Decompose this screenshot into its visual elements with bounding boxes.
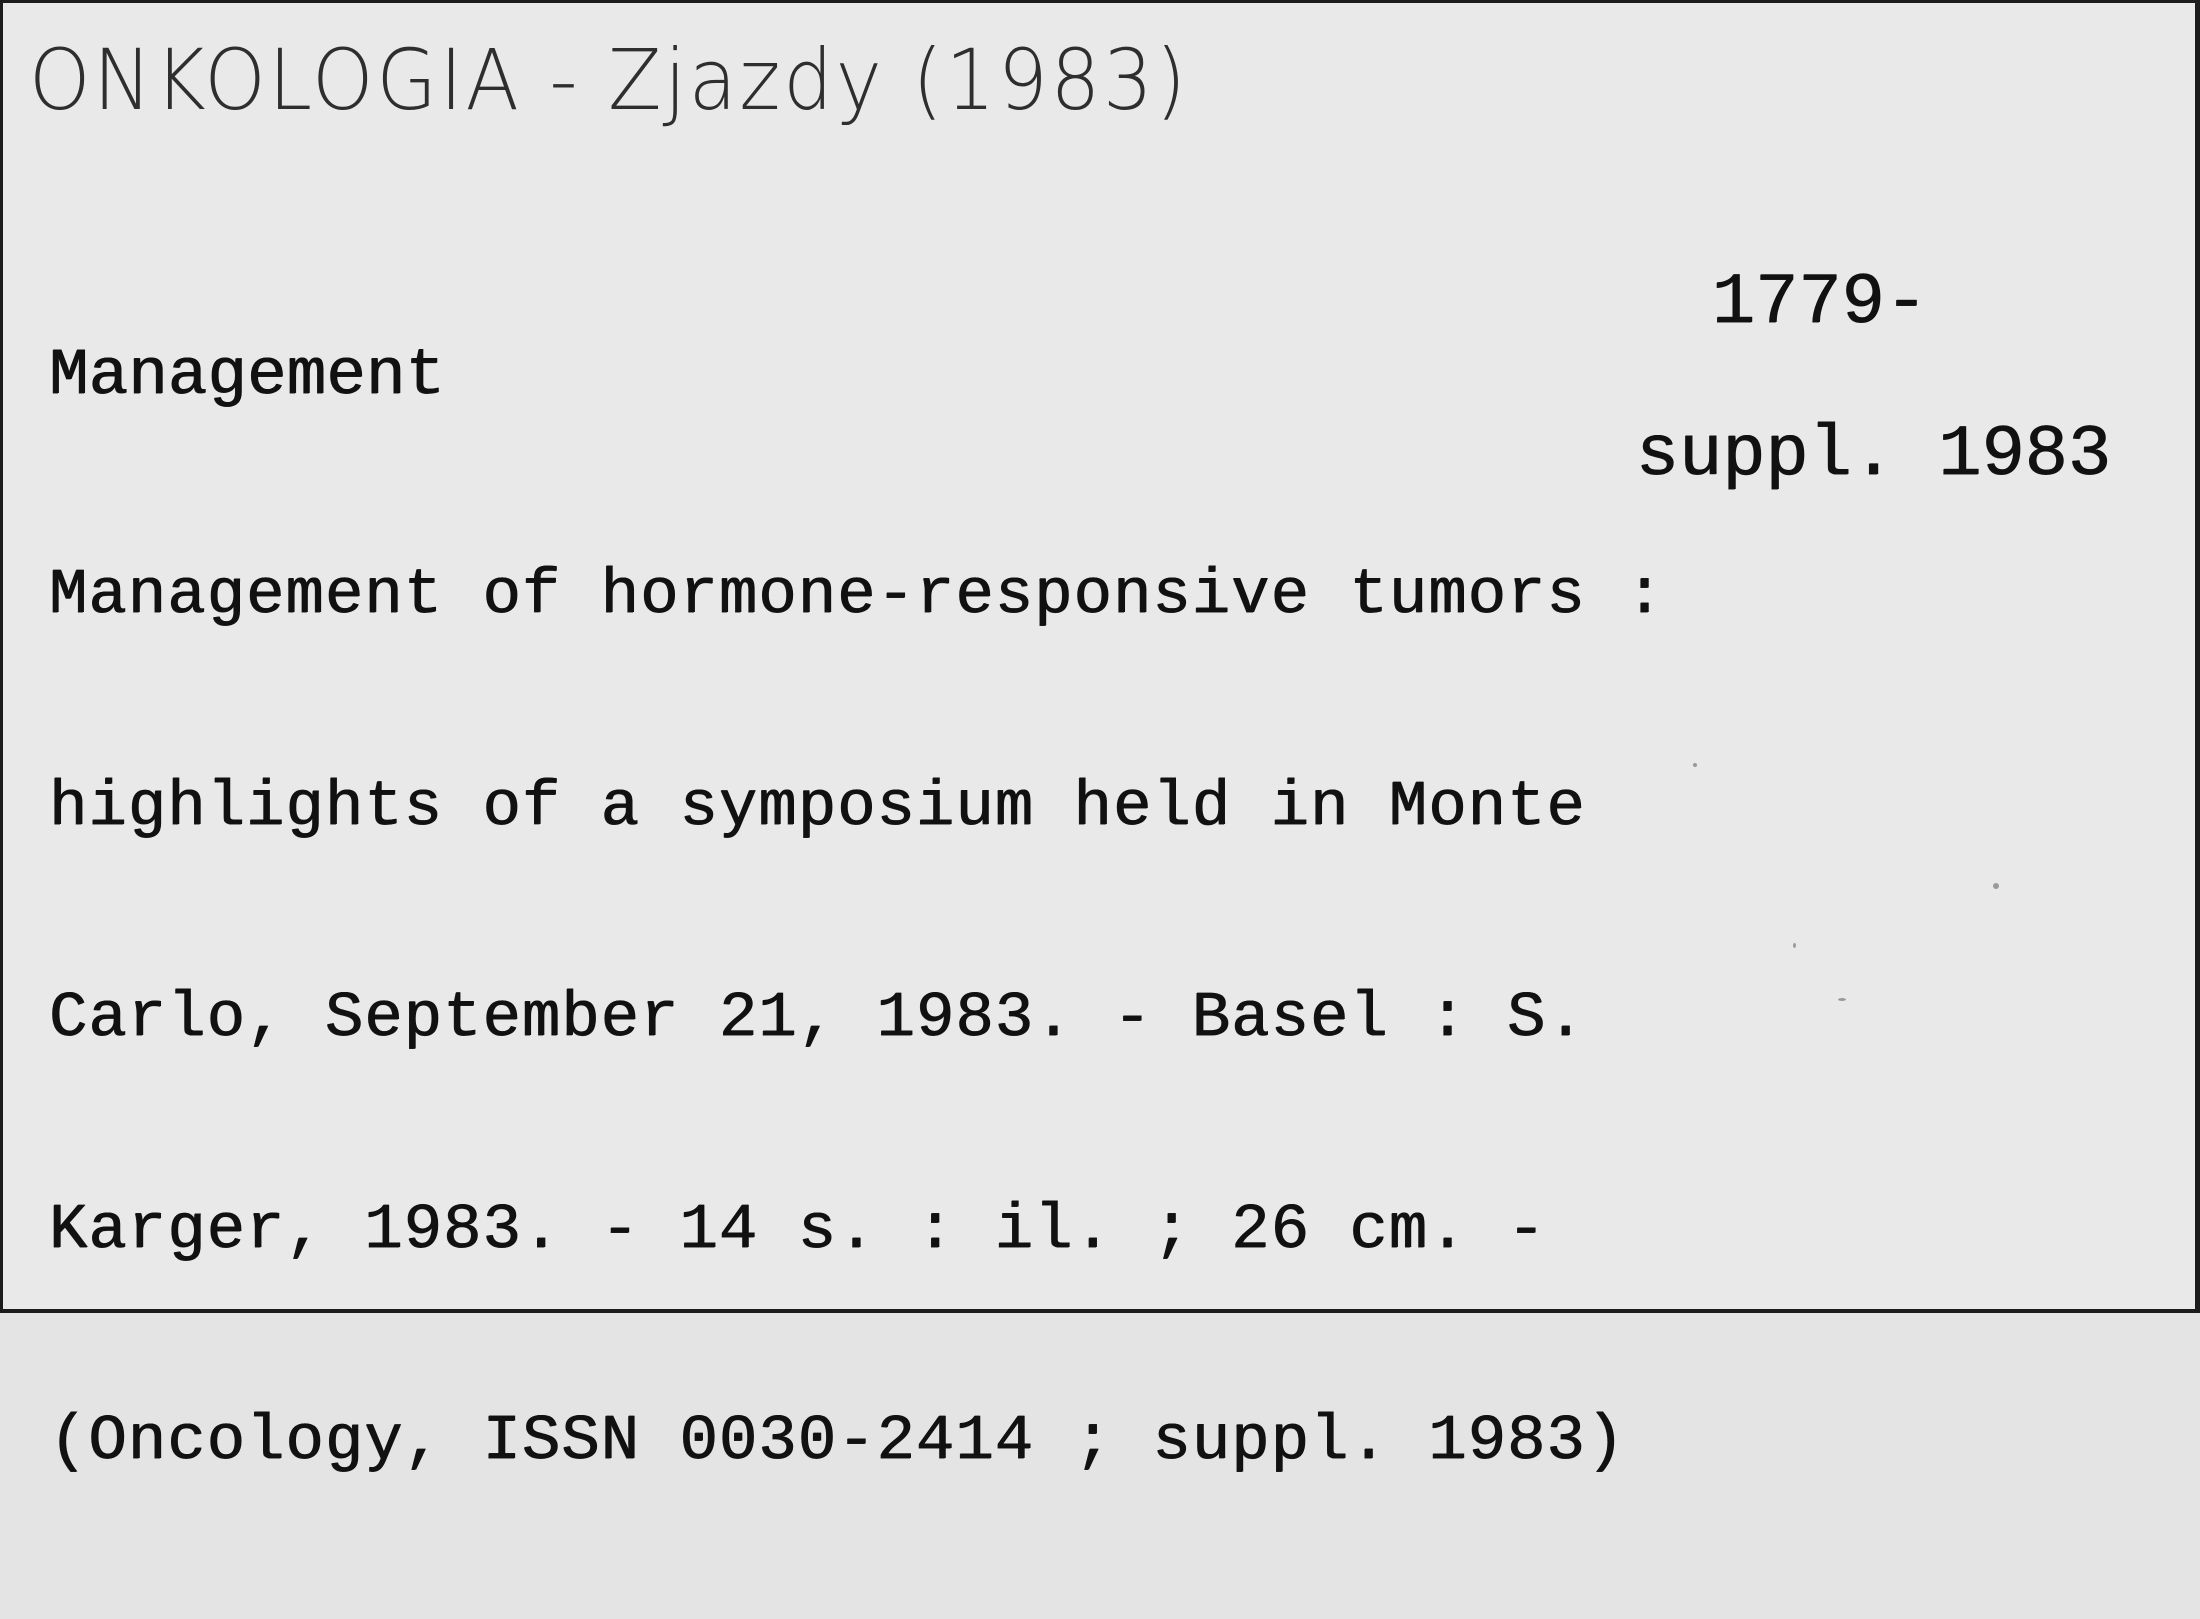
description-line: Carlo, September 21, 1983. - Basel : S. (49, 983, 1586, 1055)
main-entry-heading: Management (49, 338, 446, 413)
call-number-supplement: suppl. 1983 (1635, 414, 2112, 496)
paper-speck (1693, 763, 1697, 767)
paper-speck (1838, 998, 1846, 1001)
description-line: (Oncology, ISSN 0030-2414 ; suppl. 1983) (49, 1406, 1626, 1478)
description-line: Karger, 1983. - 14 s. : il. ; 26 cm. - (49, 1194, 1547, 1267)
description-line: highlights of a symposium held in Monte (49, 771, 1586, 844)
description-line: Management of hormone-responsive tumors : (49, 560, 1665, 632)
handwritten-subject-note: ONKOLOGIA - Zjazdy (1983) (29, 31, 1189, 129)
bibliographic-description (49, 420, 1665, 1619)
paper-speck (1793, 943, 1796, 948)
paper-speck (1993, 883, 1999, 889)
call-number-value: 1779- (1711, 262, 1928, 344)
